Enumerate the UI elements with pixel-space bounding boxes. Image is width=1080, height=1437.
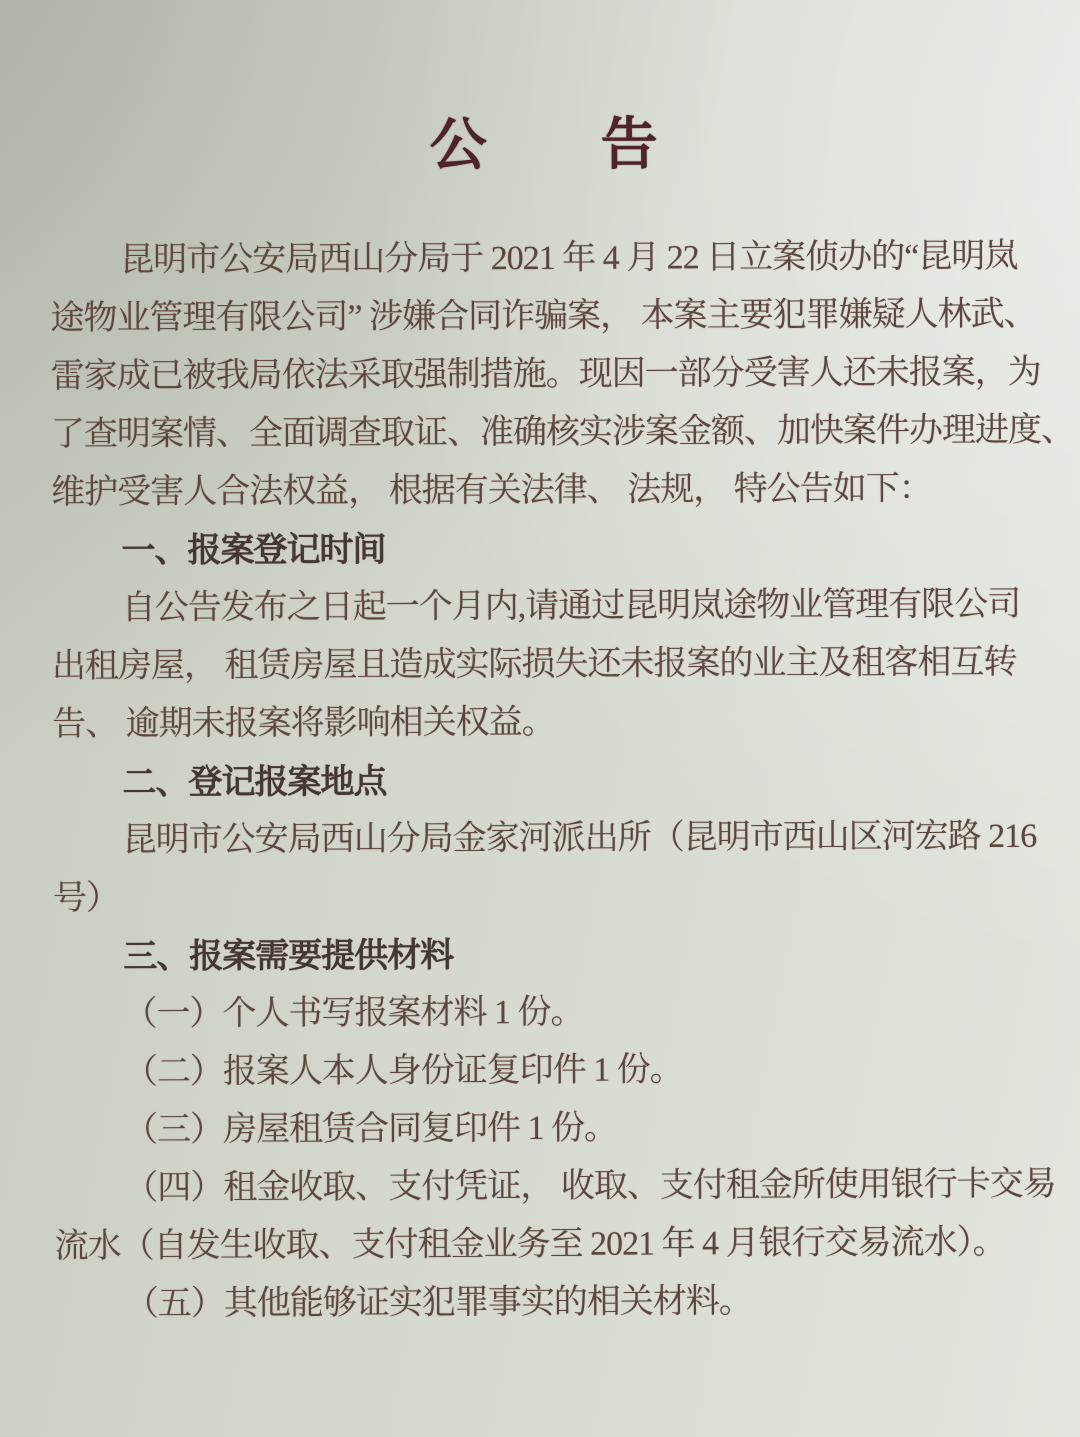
- body-line: 维护受害人合法权益， 根据有关法律、 法规， 特公告如下：: [51, 470, 932, 512]
- notice-title: 公 告: [429, 113, 658, 178]
- body-line: 流水（自发生收取、支付租金业务至 2021 年 4 月银行交易流水）。: [54, 1223, 1006, 1266]
- body-line: 出租房屋， 租赁房屋且造成实际损失还未报案的业主及租客相互转: [51, 643, 1017, 686]
- section-heading: 一、报案登记时间: [121, 530, 386, 570]
- body-line: 途物业管理有限公司” 涉嫌合同诈骗案， 本案主要犯罪嫌疑人林武、: [50, 295, 1037, 338]
- body-line: （五）其他能够证实犯罪事实的相关材料。: [124, 1283, 752, 1323]
- body-line: （四）租金收取、支付凭证， 收取、支付租金所使用银行卡交易: [124, 1165, 1056, 1207]
- body-line: 昆明市公安局西山分局金家河派出所（昆明市西山区河宏路 216: [122, 817, 1037, 859]
- notice-lines: [50, 228, 1075, 1334]
- body-line: 雷家成已被我局依法采取强制措施。现因一部分受害人还未报案，为: [50, 353, 1041, 396]
- body-line: 昆明市公安局西山分局于 2021 年 4 月 22 日立案侦办的“昆明岚: [120, 237, 1018, 279]
- body-line: 了查明案情、全面调查取证、准确核实涉案金额、加快案件办理进度、: [50, 411, 1075, 454]
- body-line: 号）: [52, 879, 120, 918]
- body-line: 告、 逾期未报案将影响相关权益。: [52, 703, 555, 744]
- body-line: （三）房屋租赁合同复印件 1 份。: [123, 1109, 618, 1149]
- body-line: （一）个人书写报案材料 1 份。: [123, 993, 584, 1033]
- section-heading: 二、登记报案地点: [122, 762, 387, 802]
- body-line: （二）报案人本人身份证复印件 1 份。: [123, 1051, 683, 1091]
- body-line: 自公告发布之日起一个月内,请通过昆明岚途物业管理有限公司: [121, 585, 1021, 627]
- section-heading: 三、报案需要提供材料: [123, 936, 454, 976]
